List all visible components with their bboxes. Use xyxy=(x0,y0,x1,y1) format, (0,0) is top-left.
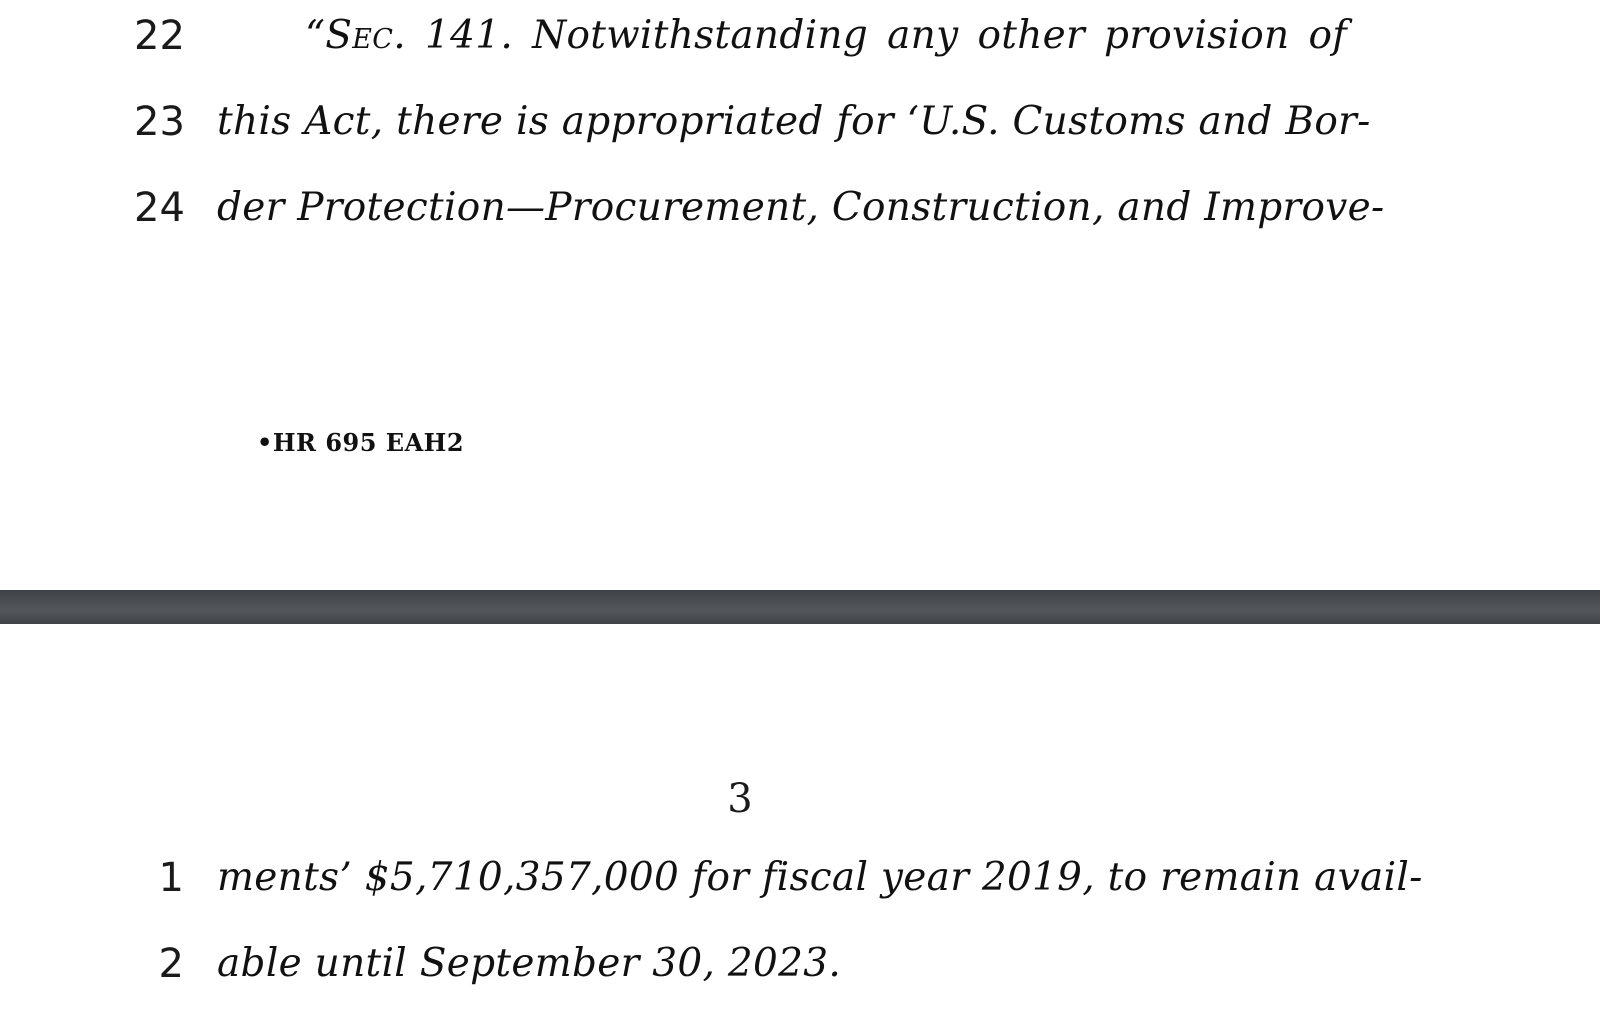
line-number: 2 xyxy=(158,941,184,987)
line-number: 24 xyxy=(134,185,185,231)
line-text: this Act, there is appropriated for ‘U.S. Customs and Bor- xyxy=(217,99,1371,144)
text-line-1 xyxy=(0,848,1600,908)
line-text xyxy=(305,6,1347,66)
text-line-24 xyxy=(0,178,1600,238)
page-divider xyxy=(0,590,1600,624)
line-number: 23 xyxy=(134,99,185,145)
line-number: 1 xyxy=(158,855,184,901)
line-text: der Protection—Procurement, Construction, and Improve- xyxy=(217,185,1385,230)
line-number: 22 xyxy=(134,13,185,59)
bill-identifier: •HR 695 EAH2 xyxy=(257,428,465,457)
section-label: “Sec. xyxy=(305,13,406,58)
line-text-rest: 141. Notwithstanding any other provision of xyxy=(405,13,1347,58)
text-line-23 xyxy=(0,92,1600,152)
text-line-22 xyxy=(0,6,1600,66)
text-line-2 xyxy=(0,934,1600,994)
page-number: 3 xyxy=(727,776,753,822)
line-text: ments’ $5,710,357,000 for fiscal year 2019, to remain avail- xyxy=(217,855,1423,900)
document-page-bottom xyxy=(0,624,1600,1032)
line-text: able until September 30, 2023. xyxy=(217,941,842,986)
